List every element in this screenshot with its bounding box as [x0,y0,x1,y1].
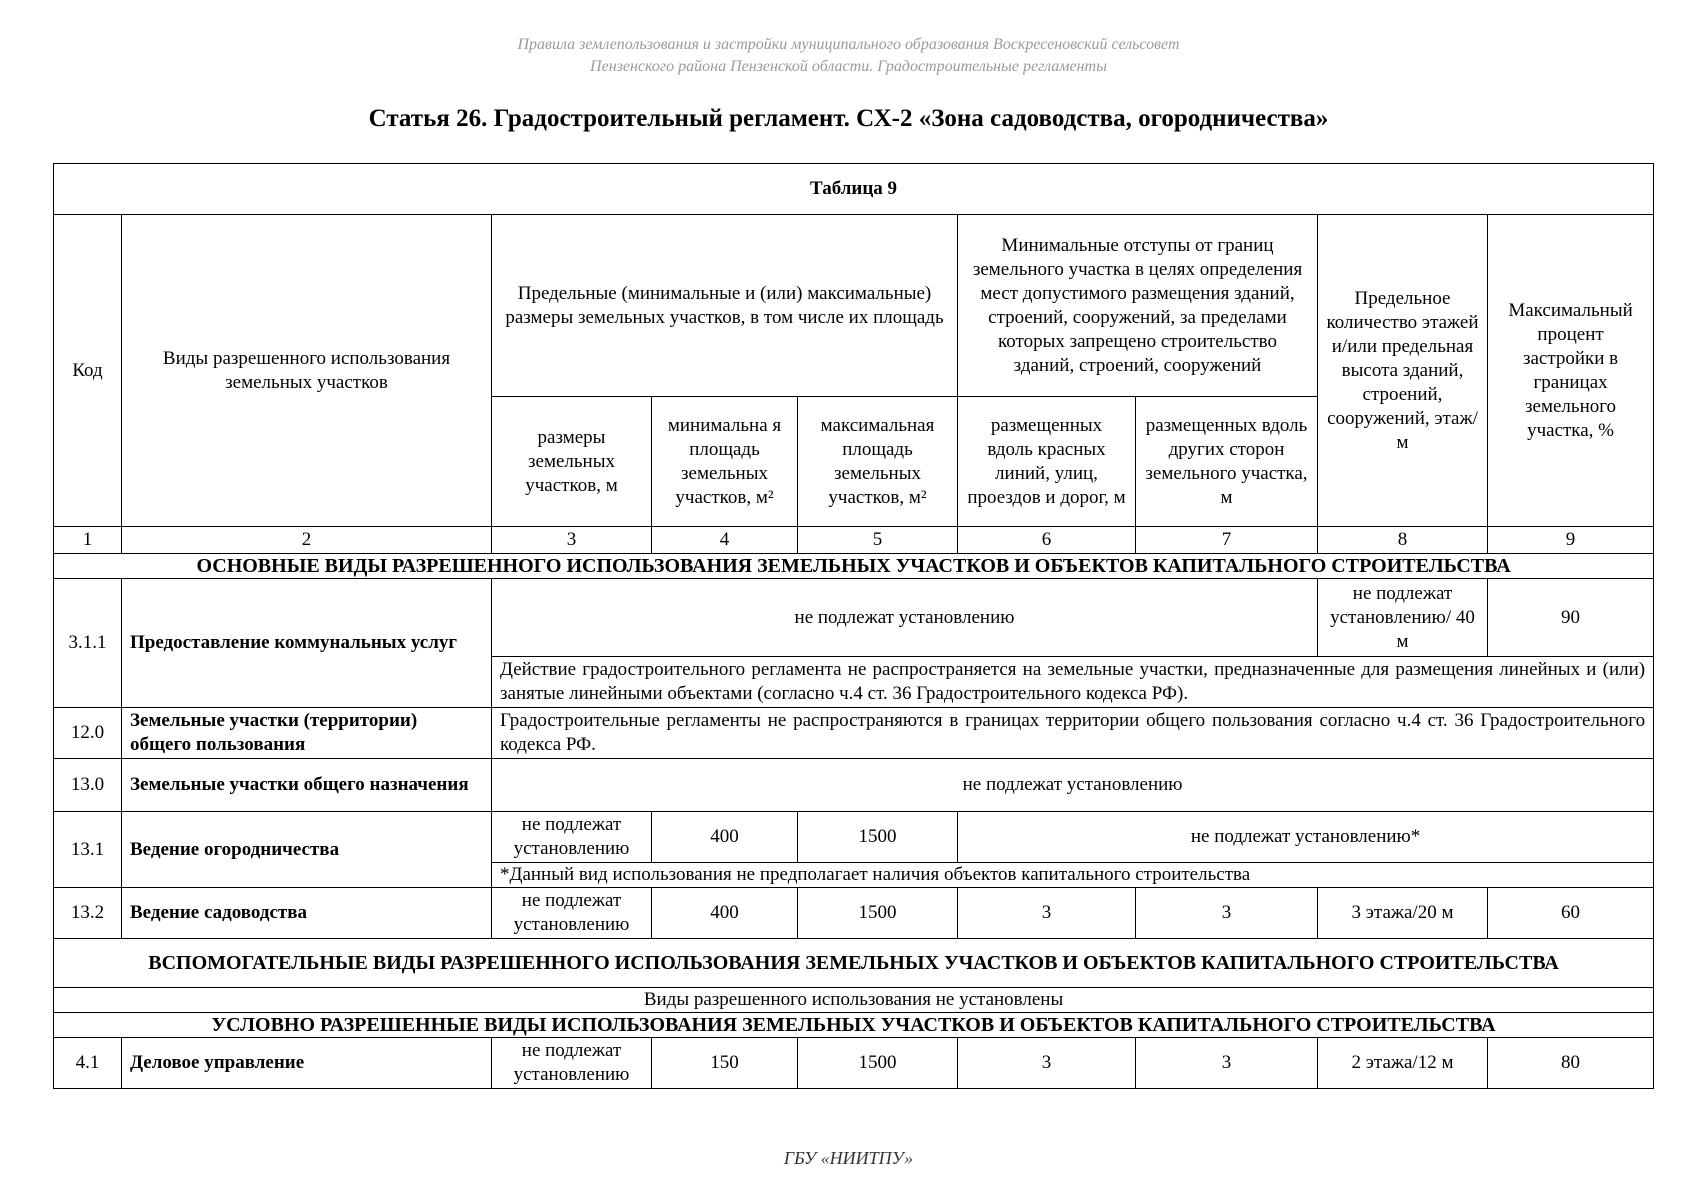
row-setback-red: 3 [958,888,1136,939]
article-title: Статья 26. Градостроительный регламент. СХ-2 «Зона садоводства, огородничества» [368,105,1329,132]
row-min-area: 400 [652,888,798,939]
row-code: 13.0 [54,759,122,812]
table-row [54,759,1654,812]
row-params: не подлежат установлению [492,759,1654,812]
row-use-name: Земельные участки (территории) общего пользования [122,708,492,759]
row-floors: 3 этажа/20 м [1318,888,1488,939]
column-number-row [54,527,1654,554]
header-max-area: максимальная площадь земельных участков, м² [798,397,958,527]
header-plot-sizes: Предельные (минимальные и (или) максимальные) размеры земельных участков, в том числе их площадь [492,215,958,397]
row-use-name: Ведение садоводства [122,888,492,939]
table-row [54,708,1654,759]
row-min-area: 150 [652,1038,798,1089]
row-use-name: Предоставление коммунальных услуг [122,579,492,708]
section-main-heading: ОСНОВНЫЕ ВИДЫ РАЗРЕШЕННОГО ИСПОЛЬЗОВАНИЯ ЗЕМЕЛЬНЫХ УЧАСТКОВ И ОБЪЕКТОВ КАПИТАЛЬНОГО СТРОИТЕЛЬСТВА [54,554,1654,579]
header-setback-red-lines: размещенных вдоль красных линий, улиц, проездов и дорог, м [958,397,1136,527]
row-use-name: Деловое управление [122,1038,492,1089]
row-params: не подлежат установлению [492,579,1318,657]
table-row [54,579,1654,657]
column-number: 4 [652,527,798,554]
regulation-table [53,163,1654,1089]
row-min-area: 400 [652,812,798,863]
column-number: 7 [1136,527,1318,554]
column-number: 5 [798,527,958,554]
row-floors: не подлежат установлению/ 40 м [1318,579,1488,657]
row-dimensions: не подлежат установлению [492,1038,652,1089]
row-code: 4.1 [54,1038,122,1089]
row-max-area: 1500 [798,1038,958,1089]
running-header-line-1: Правила землепользования и застройки муниципального образования Воскресеновский сельсовет [517,36,1180,53]
row-note: *Данный вид использования не предполагает наличия объектов капитального строительства [492,863,1654,888]
row-coverage: 80 [1488,1038,1654,1089]
table-row [54,812,1654,863]
header-min-area: минимальна я площадь земельных участков, м² [652,397,798,527]
row-code: 3.1.1 [54,579,122,708]
header-code: Код [54,215,122,527]
row-setback-other: 3 [1136,888,1318,939]
table-caption: Таблица 9 [54,164,1654,215]
row-setback-other: 3 [1136,1038,1318,1089]
header-floors: Предельное количество этажей и/или предельная высота зданий, строений, сооружений, этаж/м [1318,215,1488,527]
section-auxiliary-note: Виды разрешенного использования не установлены [54,988,1654,1013]
table-row [54,1038,1654,1089]
row-dimensions: не подлежат установлению [492,888,652,939]
section-conditional-heading: УСЛОВНО РАЗРЕШЕННЫЕ ВИДЫ ИСПОЛЬЗОВАНИЯ ЗЕМЕЛЬНЫХ УЧАСТКОВ И ОБЪЕКТОВ КАПИТАЛЬНОГО СТРОИТЕЛЬСТВА [54,1013,1654,1038]
column-number: 2 [122,527,492,554]
header-setbacks: Минимальные отступы от границ земельного участка в целях определения мест допустимого размещения зданий, строений, сооружений, за пределами которых запрещено строительство зданий, строений, сооружений [958,215,1318,397]
row-max-area: 1500 [798,812,958,863]
running-header [0,34,1697,78]
section-auxiliary-heading: ВСПОМОГАТЕЛЬНЫЕ ВИДЫ РАЗРЕШЕННОГО ИСПОЛЬЗОВАНИЯ ЗЕМЕЛЬНЫХ УЧАСТКОВ И ОБЪЕКТОВ КАПИТАЛЬНОГО СТРОИТЕЛЬСТВА [54,939,1654,988]
row-dimensions: не подлежат установлению [492,812,652,863]
row-setback-red: 3 [958,1038,1136,1089]
column-number: 9 [1488,527,1654,554]
column-number: 8 [1318,527,1488,554]
page-footer: ГБУ «НИИТПУ» [783,1148,914,1168]
header-setback-other-sides: размещенных вдоль других сторон земельного участка, м [1136,397,1318,527]
running-header-line-2: Пензенского района Пензенской области. Градостроительные регламенты [590,58,1107,75]
row-code: 13.2 [54,888,122,939]
header-plot-dimensions: размеры земельных участков, м [492,397,652,527]
column-number: 3 [492,527,652,554]
row-note: Градостроительные регламенты не распространяются в границах территории общего пользования согласно ч.4 ст. 36 Градостроительного кодекса РФ. [492,708,1654,759]
row-floors: 2 этажа/12 м [1318,1038,1488,1089]
row-coverage: 90 [1488,579,1654,657]
row-coverage: 60 [1488,888,1654,939]
header-use-types: Виды разрешенного использования земельных участков [122,215,492,527]
row-rest-params: не подлежат установлению* [958,812,1654,863]
row-code: 12.0 [54,708,122,759]
row-use-name: Земельные участки общего назначения [122,759,492,812]
row-note: Действие градостроительного регламента не распространяется на земельные участки, предназначенные для размещения линейных и (или) занятые линейными объектами (согласно ч.4 ст. 36 Градостроительного кодекса РФ). [492,657,1654,708]
table-row [54,888,1654,939]
header-coverage: Максимальный процент застройки в границах земельного участка, % [1488,215,1654,527]
row-max-area: 1500 [798,888,958,939]
row-use-name: Ведение огородничества [122,812,492,888]
row-code: 13.1 [54,812,122,888]
column-number: 6 [958,527,1136,554]
column-number: 1 [54,527,122,554]
